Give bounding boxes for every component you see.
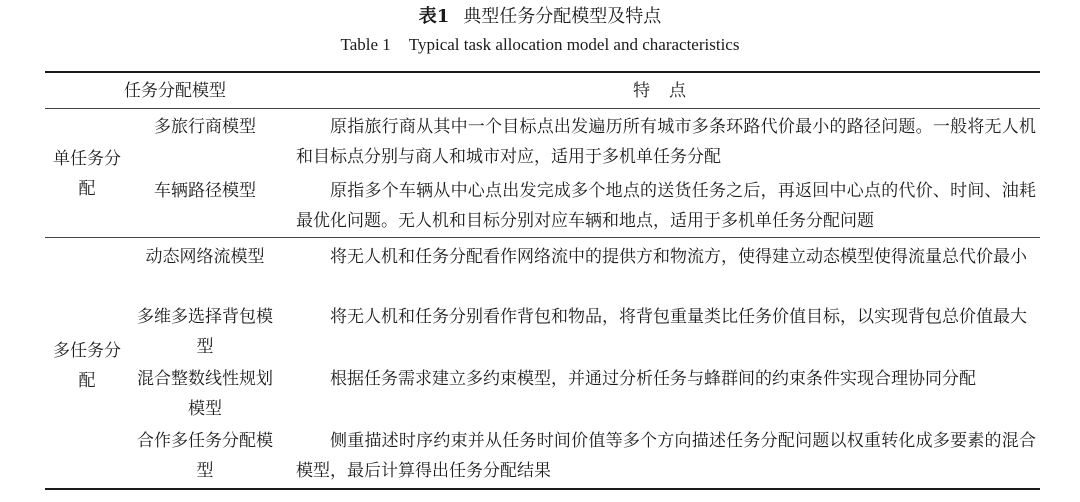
description-text: 将无人机和任务分别看作背包和物品，将背包重量类比任务价值目标，以实现背包总价值最大: [330, 307, 1027, 327]
bottom-rule: [45, 488, 1040, 490]
description-cell: [296, 302, 1036, 332]
model-cell: 合作多任务分配模型: [137, 431, 273, 481]
category-multi-task: 多任务分配: [53, 341, 121, 391]
description-cell: [296, 364, 1036, 394]
model-cell: 混合整数线性规划模型: [137, 369, 273, 419]
table-caption-cn: [0, 6, 1080, 28]
table-caption-en: [0, 35, 1080, 55]
top-rule: [45, 71, 1040, 73]
description-text: 侧重描述时序约束并从任务时间价值等多个方向描述任务分配问题以权重转化成多要素的混合模型，最后计算得出任务分配结果: [296, 431, 1036, 481]
table-title-cn: 典型任务分配模型及特点: [463, 6, 662, 27]
table-title-en: Typical task allocation model and characteristics: [408, 35, 740, 54]
description-cell: [296, 426, 1036, 486]
header-model: 任务分配模型: [124, 81, 226, 101]
description-cell: [296, 112, 1036, 172]
model-cell: 多旅行商模型: [154, 117, 256, 137]
model-cell: 多维多选择背包模型: [137, 307, 273, 357]
group-divider-rule: [45, 237, 1040, 238]
header-features: 特 点: [633, 81, 687, 101]
header-rule: [45, 108, 1040, 109]
model-cell: 车辆路径模型: [154, 181, 256, 201]
description-text: 将无人机和任务分配看作网络流中的提供方和物流方，使得建立动态模型使得流量总代价最小: [330, 247, 1027, 267]
table-label-cn: 表1: [418, 6, 450, 27]
model-cell: 动态网络流模型: [145, 247, 265, 267]
description-cell: [296, 176, 1036, 236]
description-text: 根据任务需求建立多约束模型，并通过分析任务与蜂群间的约束条件实现合理协同分配: [330, 369, 976, 389]
table-label-en: Table 1: [340, 35, 391, 54]
description-cell: [296, 242, 1036, 272]
description-text: 原指旅行商从其中一个目标点出发遍历所有城市多条环路代价最小的路径问题。一般将无人机和目标点分别与商人和城市对应，适用于多机单任务分配: [296, 117, 1036, 167]
description-text: 原指多个车辆从中心点出发完成多个地点的送货任务之后，再返回中心点的代价、时间、油耗最优化问题。无人机和目标分别对应车辆和地点，适用于多机单任务分配问题: [296, 181, 1036, 231]
category-single-task: 单任务分配: [53, 149, 121, 199]
